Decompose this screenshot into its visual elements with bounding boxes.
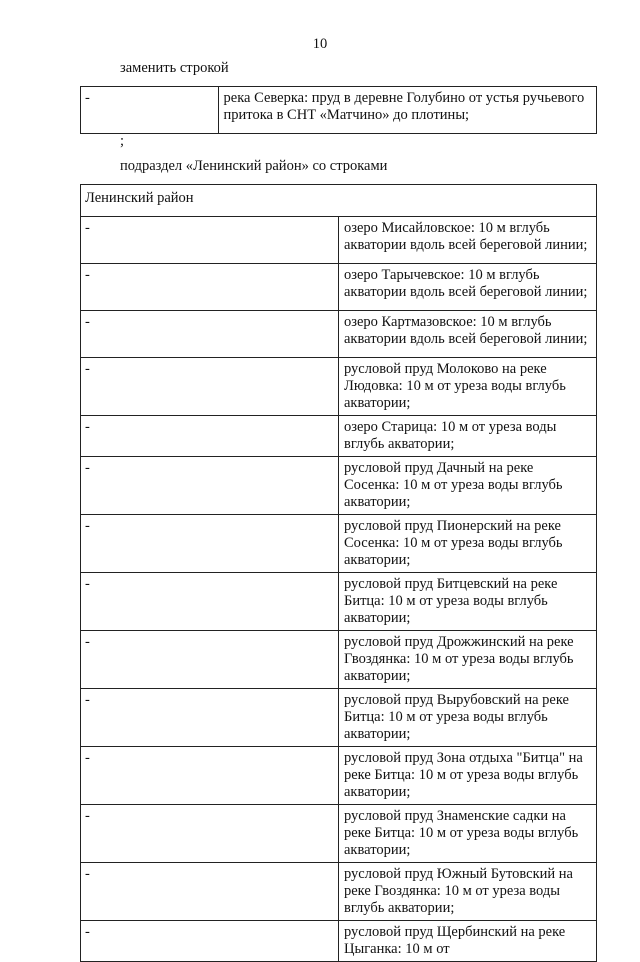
row-text: русловой пруд Дрожжинский на реке Гвоздянка: 10 м от уреза воды вглубь акватории; [339,631,597,689]
row-text: озеро Картмазовское: 10 м вглубь акватории вдоль всей береговой линии; [339,311,597,358]
page-number: 10 [312,36,328,52]
row-text: русловой пруд Щербинский на реке Цыганка: 10 м от [339,921,597,962]
table-row [81,689,597,747]
row-marker: - [81,416,339,457]
table-row [81,921,597,962]
table-row [81,358,597,416]
row-text: русловой пруд Знаменские садки на реке Битца: 10 м от уреза воды вглубь акватории; [339,805,597,863]
row-text: река Северка: пруд в деревне Голубино от устья ручьевого притока в СНТ «Матчино» до плотины; [218,87,596,134]
row-marker: - [81,573,339,631]
row-marker: - [81,689,339,747]
table-row [81,217,597,264]
table-row [81,457,597,515]
row-text: озеро Тарычевское: 10 м вглубь акватории вдоль всей береговой линии; [339,264,597,311]
row-text: русловой пруд Зона отдыха "Битца" на реке Битца: 10 м от уреза воды вглубь акватории; [339,747,597,805]
row-marker: - [81,921,339,962]
table-row [81,631,597,689]
row-text: русловой пруд Битцевский на реке Битца: 10 м от уреза воды вглубь акватории; [339,573,597,631]
row-text: русловой пруд Южный Бутовский на реке Гвоздянка: 10 м от уреза воды вглубь акватории; [339,863,597,921]
row-text: русловой пруд Дачный на реке Сосенка: 10 м от уреза воды вглубь акватории; [339,457,597,515]
table-header: Ленинский район [81,185,597,217]
table-row [81,747,597,805]
table-row [81,573,597,631]
row-marker: - [81,863,339,921]
row-text: озеро Старица: 10 м от уреза воды вглубь акватории; [339,416,597,457]
table-row [81,515,597,573]
subsection-text: подраздел «Ленинский район» со строками [120,158,388,174]
row-marker: - [81,87,219,134]
intro-text: заменить строкой [120,60,229,76]
table-row [81,264,597,311]
row-marker: - [81,311,339,358]
row-marker: - [81,264,339,311]
row-text: русловой пруд Вырубовский на реке Битца: 10 м от уреза воды вглубь акватории; [339,689,597,747]
row-marker: - [81,217,339,264]
table-row [81,805,597,863]
table-row [81,311,597,358]
row-marker: - [81,358,339,416]
row-text: озеро Мисайловское: 10 м вглубь акватории вдоль всей береговой линии; [339,217,597,264]
row-marker: - [81,515,339,573]
row-marker: - [81,631,339,689]
replacement-table [80,86,597,134]
row-text: русловой пруд Молоково на реке Людовка: 10 м от уреза воды вглубь акватории; [339,358,597,416]
semicolon-text: ; [120,133,125,149]
row-text: русловой пруд Пионерский на реке Сосенка: 10 м от уреза воды вглубь акватории; [339,515,597,573]
row-marker: - [81,747,339,805]
row-marker: - [81,457,339,515]
district-table [80,184,597,962]
table-row [81,863,597,921]
table-row [81,87,597,134]
row-marker: - [81,805,339,863]
table-header-row [81,185,597,217]
table-row [81,416,597,457]
